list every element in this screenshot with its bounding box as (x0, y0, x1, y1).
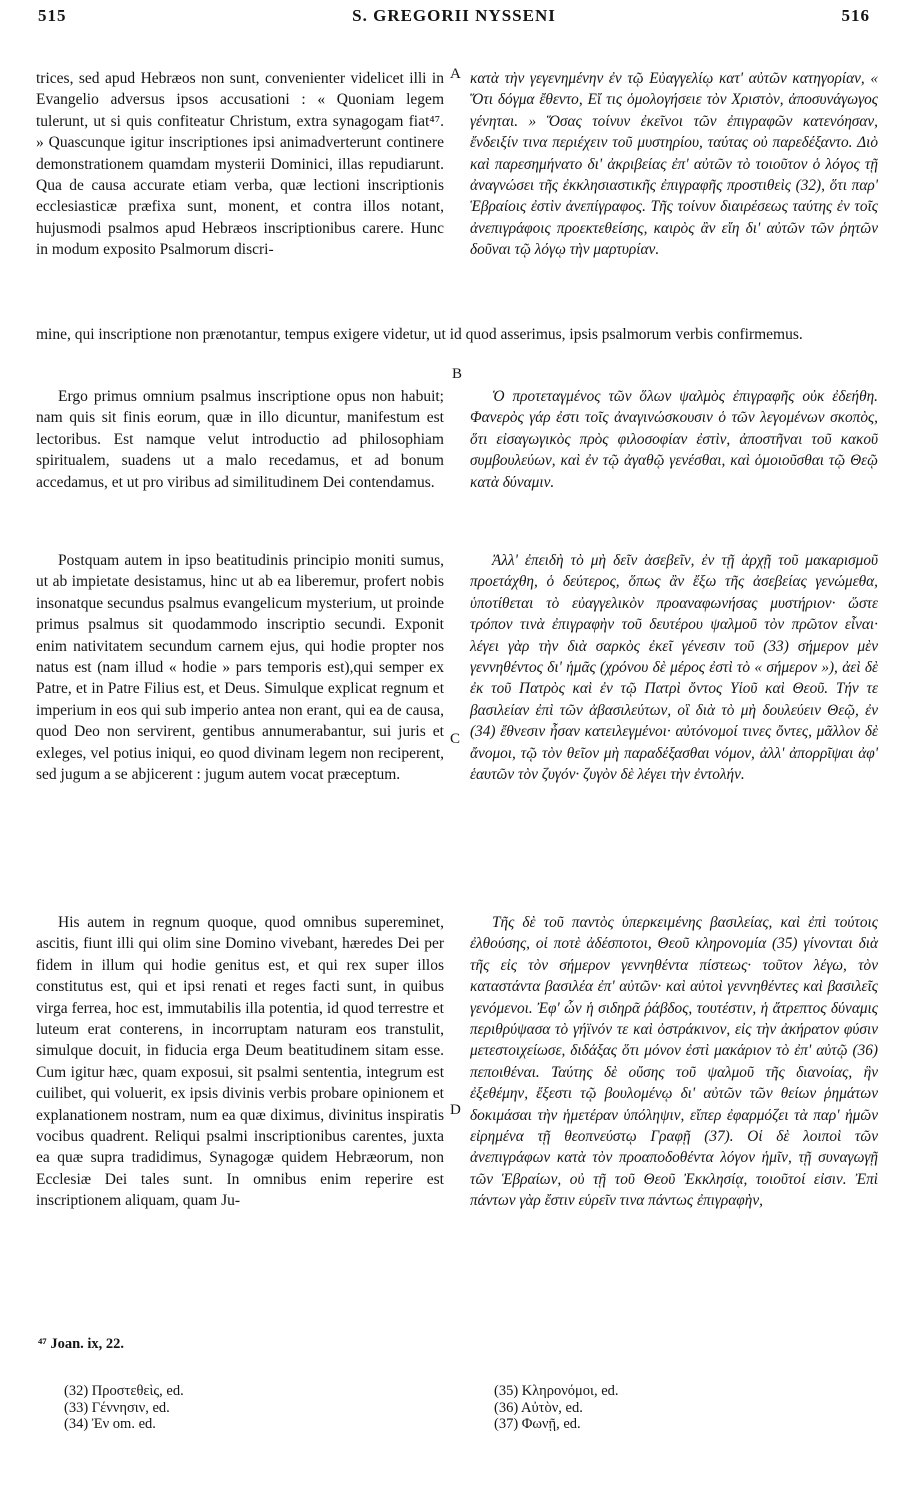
page-number-right: 516 (841, 6, 870, 25)
footnote-34: (34) Ἐν om. ed. (64, 1416, 156, 1432)
latin-paragraph-4: His autem in regnum quoque, quod omnibus supereminet, ascitis, fiunt illi qui olim sine Domino vivebant, hæredes Dei per fidem in illum qui hodie genitus est, et qui rex super illos constitutus est, qui et ipsi renati et reges facti sunt, in quibus virga ferrea, hoc est, immutabilis illa potentia, id quod terrestre et luteum erat conterens, in incorruptam naturam eos transtulit, simulque docuit, in fiducia erga Deum beatitudinem sitam esse. Cum igitur hæc, quam exposui, sit psalmi sententia, integrum est cuilibet, qui voluerit, ex ipsis divinis verbis probare opinionem et explanationem nostram, num ea quæ diximus, divinitus inspiratis vocibus quadrent. Reliqui psalmi inscriptionibus carentes, juxta ea quæ supra tradidimus, Synagogæ quidem Hebræorum, non Ecclesiæ Dei tales sunt. In omnibus enim reperire est inscriptionem aliquam, quam Ju- (36, 914, 444, 1210)
margin-mark-a: A (450, 66, 461, 82)
footnotes-right (494, 1383, 619, 1433)
greek-paragraph-1: κατὰ τὴν γεγενημένην ἐν τῷ Εὐαγγελίῳ κατ' αὐτῶν κατηγορίαν, « Ὅτι δόγμα ἔθεντο, Εἴ τις ὁμολογήσειε τὸν Χριστὸν, ἀποσυνάγωγος γένηται. » Ὅσας τοίνυν ἐκεῖνοι τῶν ἐπιγραφῶν κατενόησαν, ἔνδειξίν τινα περιέχειν τοῦ μυστηρίου, ταύτας οὐ παρεδέξαντο. Διὸ καὶ παρεσημήνατο δι' ἀκριβείας ἐπ' αὐτῶν τὸ τοιοῦτον ὁ λόγος τῇ ἀναγνώσει τῆς ἐκκλησιαστικῆς ἐπιγραφῆς προστιθεὶς (32), ὅτι παρ' Ἑβραίοις ἐστὶν ἀνεπίγραφος. Τῆς τοίνυν διαιρέσεως ταύτης ἐν τοῖς ἀνεπιγράφοις προεκτεθείσης, καιρὸς ἂν εἴη δι' αὐτῶν τῶν ῥητῶν δοῦναι τῷ λόγῳ τὴν μαρτυρίαν. (470, 70, 878, 259)
margin-mark-c: C (450, 731, 461, 747)
footnote-35: (35) Κληρονόμοι, ed. (494, 1383, 619, 1399)
latin-paragraph-2: Ergo primus omnium psalmus inscriptione opus non habuit; nam quis sit finis eorum, quæ in illo dicuntur, manifestum est lectoribus. Est namque velut introductio ad philosophiam spiritualem, suadens ut a malo recedamus, et ad bonum accedamus, et ut pro viribus ad similitudinem Dei contendamus. (36, 388, 444, 491)
margin-mark-b: B (452, 366, 463, 382)
greek-paragraph-3: Ἀλλ' ἐπειδὴ τὸ μὴ δεῖν ἀσεβεῖν, ἐν τῇ ἀρχῇ τοῦ μακαρισμοῦ προετάχθη, ὁ δεύτερος, ὅπως ἂν ἔξω τῆς ἀσεβείας γενώμεθα, ὑποτίθεται τὸ εὐαγγελικὸν προαναφωνήσας μυστήριον· ὥστε τρόπον τινὰ ἐπιγραφὴν τοῦ δευτέρου ψαλμοῦ τὸν πρῶτον εἶναι· λέγει γὰρ τὴν διὰ σαρκὸς ἐκεῖ γένεσιν τοῦ (33) σήμερον μὲν γεννηθέντος δι' ἡμᾶς (χρόνου δὲ μέρος ἐστὶ τὸ « σήμερον »), ἀεὶ δὲ ἐκ τοῦ Πατρὸς καὶ ἐν τῷ Πατρὶ ὄντος Υἱοῦ καὶ Θεοῦ. Τήν τε βασιλείαν ἐπὶ τῶν ἀβασιλεύτων, οἳ διὰ τὸ μὴ δουλεύειν Θεῷ, ἐν (34) ἔθνεσιν ἦσαν κατειλεγμένοι· αὐτόνομοί τινες ὄντες, μᾶλλον δὲ ἄνομοι, τῷ τὸν θεῖον μὴ παραδέξασθαι νόμον, ἀλλ' ἀπορρῖψαι ἀφ' ἑαυτῶν τὸν ζυγόν· ζυγὸν δὲ λέγει τὴν ἐντολήν. (470, 552, 878, 784)
greek-paragraph-2: Ὁ προτεταγμένος τῶν ὅλων ψαλμὸς ἐπιγραφῆς οὐκ ἐδεήθη. Φανερὸς γάρ ἐστι τοῖς ἀναγινώσκουσιν ὁ τῶν λεγομένων σκοπὸς, ὅτι εἰσαγωγικὸς πρὸς φιλοσοφίαν ἐστὶν, ἀποστῆναι τοῦ κακοῦ συμβουλεύων, καὶ ἐν τῷ ἀγαθῷ γενέσθαι, καὶ ὁμοιοῦσθαι τῷ Θεῷ κατὰ δύναμιν. (470, 388, 878, 491)
footnote-47: ⁴⁷ Joan. ix, 22. (38, 1336, 125, 1352)
latin-paragraph-1: trices, sed apud Hebræos non sunt, convenienter videlicet illi in Evangelio adversus ipsos accusationi : « Quoniam legem tulerunt, ut si quis confiteatur Christum, extra synagogam fiat⁴⁷. » Quascunque igitur inscriptiones ipsi animadverterunt continere demonstrationem quamdam mysterii Dominici, illas repudiarunt. Qua de causa accurate etiam verba, quæ lectioni inscriptionis ecclesiasticæ præfixa sunt, monent, et contra illos notant, hujusmodi psalmos apud Hebræos inscriptionibus carere. Hunc in modum exposito Psalmorum discri- (36, 70, 444, 259)
greek-paragraph-4: Τῆς δὲ τοῦ παντὸς ὑπερκειμένης βασιλείας, καὶ ἐπὶ τούτοις ἐλθούσης, οἱ ποτὲ ἀδέσποτοι, Θεοῦ κληρονομία (35) γίνονται διὰ τῆς εἰς τὸν σήμερον γεννηθέντα πίστεως· τοῦτον λέγω, τὸν καταστάντα βασιλέα ἐπ' αὐτῶν· καὶ αὐτοὶ γεννηθέντες καὶ βασιλεῖς γενόμενοι. Ἐφ' ὧν ἡ σιδηρᾶ ῥάβδος, τουτέστιν, ἡ ἄτρεπτος δύναμις περιθρύψασα τὸ γήϊνόν τε καὶ ὀστράκινον, εἰς τὴν ἀκήρατον φύσιν μετεστοιχείωσε, διδάξας ὅτι μόνον ἐστὶ μακάριον τὸ ἐπ' αὐτῷ (36) πεποιθέναι. Ταύτης δὲ οὔσης τοῦ ψαλμοῦ τῆς διανοίας, ἣν ἐξεθέμην, ἔξεστι τῷ βουλομένῳ δι' αὐτῶν τῶν θείων ῥημάτων δοκιμάσαι τὴν ἡμετέραν ὑπόληψιν, εἴπερ ἐφαρμόζει τὰ παρ' ἡμῶν εἰρημένα τῇ θεοπνεύστῳ Γραφῇ (37). Οἱ δὲ λοιποὶ τῶν ἀνεπιγράφων κατὰ τὸν προαποδοθέντα λόγον ἡμῖν, τῇ συναγωγῇ τῶν Ἑβραίων, οὐ τῇ τοῦ Θεοῦ Ἐκκλησίᾳ, τοιοῦτοί εἰσιν. Ἐπὶ πάντων γὰρ ἔστιν εὑρεῖν τινα πάντως ἐπιγραφὴν, (470, 914, 878, 1210)
margin-mark-d: D (450, 1102, 461, 1118)
footnote-37: (37) Φωνῇ, ed. (494, 1416, 581, 1432)
latin-spanning-line: mine, qui inscriptione non prænotantur, tempus exigere videtur, ut id quod asserimus, ipsis psalmorum verbis confirmemus. (36, 326, 803, 343)
running-title: S. GREGORII NYSSENI (352, 6, 556, 25)
page-number-left: 515 (38, 6, 67, 25)
latin-paragraph-3: Postquam autem in ipso beatitudinis principio moniti sumus, ut ab impietate desistamus, hinc ut ab ea liberemur, profert nobis insonatque secundus psalmus evangelicum mysterium, ut proinde primus psalmus sit quodammodo inscriptio secundi. Exponit enim nativitatem secundum carnem ejus, qui hodie propter nos natus est (nam illud « hodie » pars temporis est),qui semper ex Patre, et in Patre Filius est, et Deus. Simulque explicat regnum et imperium in eos qui sub imperio antea non erant, qui ea de causa, quod Deo non servirent, gentibus annumerabantur, sui juris et exleges, vel potius iniqui, eo quod divinam legem non reciperent, sed jugum a se abjicerent : jugum autem vocat præceptum. (36, 552, 444, 784)
footnote-33: (33) Γέννησιν, ed. (64, 1399, 170, 1416)
footnotes-left (64, 1383, 184, 1433)
footnote-36: (36) Αὐτὸν, ed. (494, 1399, 583, 1416)
footnote-32: (32) Προστεθεὶς, ed. (64, 1383, 184, 1399)
